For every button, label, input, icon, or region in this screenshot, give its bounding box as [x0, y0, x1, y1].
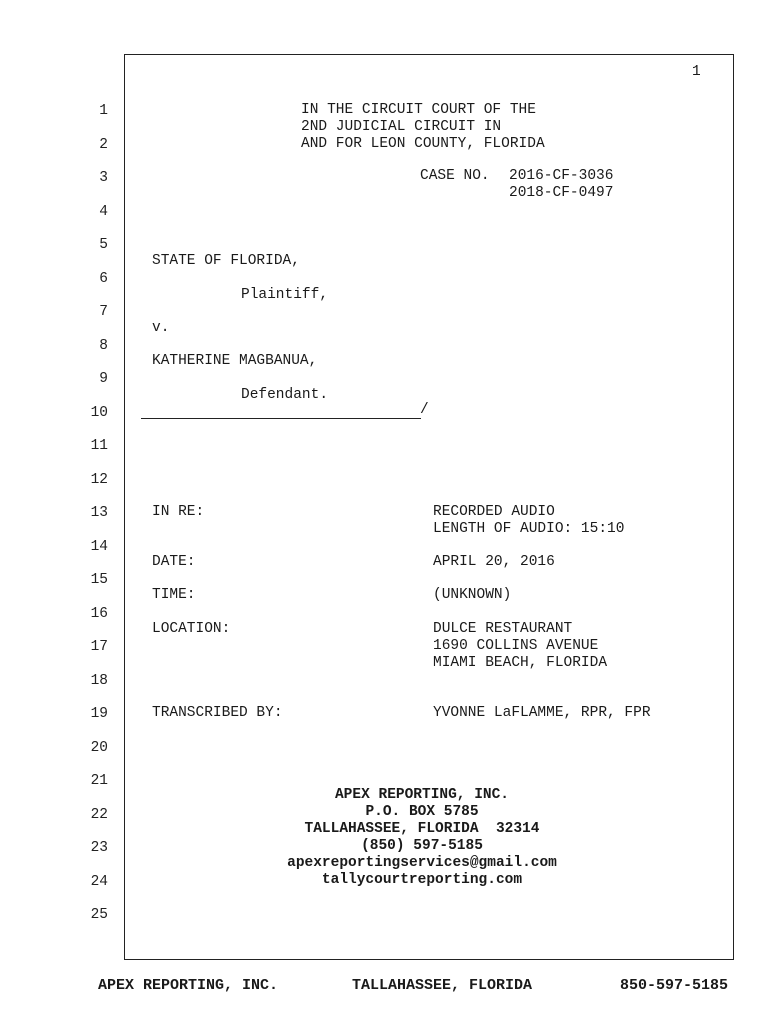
transcribed-value: YVONNE LaFLAMME, RPR, FPR: [433, 705, 651, 721]
line-number: 24: [90, 874, 108, 890]
line-number: 7: [99, 304, 108, 320]
date-label: DATE:: [152, 554, 196, 570]
rule-slash: /: [420, 402, 429, 418]
court-line-3: AND FOR LEON COUNTY, FLORIDA: [301, 136, 545, 152]
line-number: 25: [90, 907, 108, 923]
reporter-box: P.O. BOX 5785: [365, 804, 479, 820]
line-number: 22: [90, 807, 108, 823]
time-value: (UNKNOWN): [433, 587, 512, 603]
line-number: 6: [99, 271, 108, 287]
time-label: TIME:: [152, 587, 196, 603]
reporter-name: APEX REPORTING, INC.: [334, 787, 510, 803]
reporter-phone: (850) 597-5185: [361, 838, 483, 854]
reporter-city: TALLAHASSEE, FLORIDA 32314: [304, 821, 540, 837]
court-line-1: IN THE CIRCUIT COURT OF THE: [301, 102, 536, 118]
line-number: 17: [90, 639, 108, 655]
line-number: 23: [90, 840, 108, 856]
case-number-2: 2018-CF-0497: [509, 185, 614, 201]
line-number: 2: [99, 137, 108, 153]
line-number: 12: [90, 472, 108, 488]
line-number: 21: [90, 773, 108, 789]
line-number: 4: [99, 204, 108, 220]
versus: v.: [152, 320, 170, 336]
line-number: 3: [99, 170, 108, 186]
line-number: 9: [99, 371, 108, 387]
line-number: 20: [90, 740, 108, 756]
court-line-2: 2ND JUDICIAL CIRCUIT IN: [301, 119, 502, 135]
footer-location: TALLAHASSEE, FLORIDA: [352, 977, 533, 994]
signature-rule: [141, 418, 421, 419]
location-value-2: 1690 COLLINS AVENUE: [433, 638, 599, 654]
line-number: 18: [90, 673, 108, 689]
footer-phone: 850-597-5185: [620, 977, 729, 994]
defendant-role: Defendant.: [241, 387, 329, 403]
line-number: 1: [99, 103, 108, 119]
transcribed-label: TRANSCRIBED BY:: [152, 705, 283, 721]
line-number: 15: [90, 572, 108, 588]
location-value-1: DULCE RESTAURANT: [433, 621, 573, 637]
page-number: 1: [692, 64, 701, 80]
line-number: 8: [99, 338, 108, 354]
defendant-name: KATHERINE MAGBANUA,: [152, 353, 318, 369]
line-number: 11: [90, 438, 108, 454]
line-number: 13: [90, 505, 108, 521]
line-number: 10: [90, 405, 108, 421]
reporter-email: apexreportingservices@gmail.com: [287, 855, 557, 871]
plaintiff-name: STATE OF FLORIDA,: [152, 253, 300, 269]
line-number: 5: [99, 237, 108, 253]
date-value: APRIL 20, 2016: [433, 554, 555, 570]
footer-company: APEX REPORTING, INC.: [98, 977, 279, 994]
in-re-label: IN RE:: [152, 504, 205, 520]
location-label: LOCATION:: [152, 621, 231, 637]
plaintiff-role: Plaintiff,: [241, 287, 329, 303]
line-number: 14: [90, 539, 108, 555]
line-number: 16: [90, 606, 108, 622]
location-value-3: MIAMI BEACH, FLORIDA: [433, 655, 608, 671]
reporter-web: tallycourtreporting.com: [321, 872, 523, 888]
case-number-1: 2016-CF-3036: [509, 168, 614, 184]
case-label: CASE NO.: [420, 168, 490, 184]
line-number: 19: [90, 706, 108, 722]
in-re-value-1: RECORDED AUDIO: [433, 504, 555, 520]
in-re-value-2: LENGTH OF AUDIO: 15:10: [433, 521, 625, 537]
